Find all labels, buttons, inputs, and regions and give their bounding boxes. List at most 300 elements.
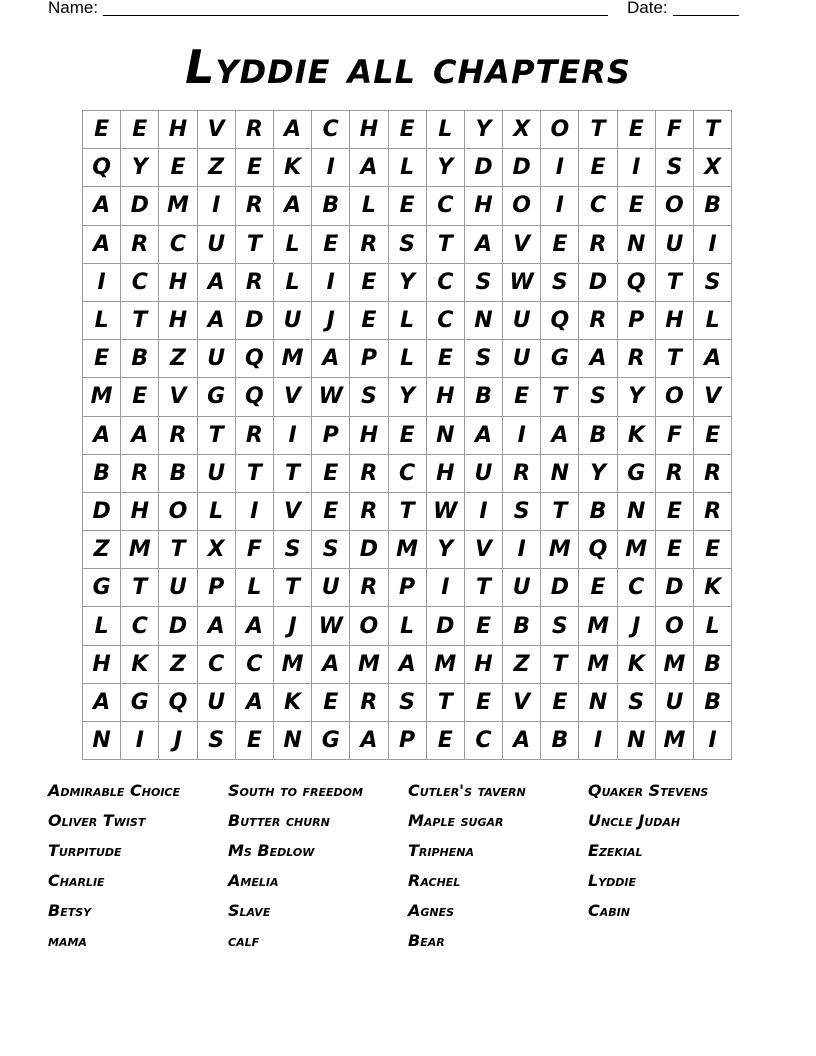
grid-cell: C — [618, 569, 656, 607]
grid-cell: Z — [159, 646, 197, 684]
grid-cell: R — [618, 340, 656, 378]
grid-cell: V — [274, 378, 312, 416]
grid-cell: T — [198, 417, 236, 455]
grid-cell: A — [83, 226, 121, 264]
word-list-item: Quaker Stevens — [588, 781, 709, 800]
grid-cell: T — [579, 111, 617, 149]
grid-cell: T — [656, 340, 694, 378]
grid-cell: Q — [236, 340, 274, 378]
grid-cell: S — [465, 340, 503, 378]
grid-cell: D — [236, 302, 274, 340]
grid-cell: A — [350, 149, 388, 187]
grid-cell: A — [198, 302, 236, 340]
grid-cell: X — [198, 531, 236, 569]
grid-cell: A — [465, 417, 503, 455]
grid-cell: R — [236, 187, 274, 225]
grid-cell: K — [618, 417, 656, 455]
grid-cell: S — [541, 607, 579, 645]
grid-cell: E — [656, 493, 694, 531]
date-line — [673, 15, 739, 16]
grid-cell: E — [389, 187, 427, 225]
grid-cell: A — [83, 417, 121, 455]
grid-cell: A — [503, 722, 541, 760]
grid-cell: B — [694, 684, 732, 722]
grid-cell: R — [656, 455, 694, 493]
grid-cell: H — [83, 646, 121, 684]
grid-cell: A — [83, 684, 121, 722]
word-list-item: Turpitude — [48, 841, 122, 860]
grid-cell: T — [236, 455, 274, 493]
grid-cell: E — [579, 149, 617, 187]
grid-cell: K — [274, 684, 312, 722]
grid-cell: T — [121, 569, 159, 607]
grid-cell: O — [159, 493, 197, 531]
grid-cell: I — [541, 149, 579, 187]
word-list-item: mama — [48, 931, 87, 950]
grid-cell: T — [694, 111, 732, 149]
grid-cell: R — [579, 302, 617, 340]
grid-cell: A — [465, 226, 503, 264]
grid-cell: T — [389, 493, 427, 531]
grid-cell: S — [579, 378, 617, 416]
grid-cell: N — [427, 417, 465, 455]
grid-cell: P — [312, 417, 350, 455]
grid-cell: K — [694, 569, 732, 607]
grid-cell: T — [274, 569, 312, 607]
grid-cell: A — [121, 417, 159, 455]
word-list-item: Triphena — [408, 841, 474, 860]
grid-cell: V — [503, 684, 541, 722]
grid-cell: S — [312, 531, 350, 569]
grid-cell: L — [389, 607, 427, 645]
grid-cell: L — [274, 264, 312, 302]
grid-cell: D — [350, 531, 388, 569]
grid-cell: R — [350, 569, 388, 607]
grid-cell: H — [427, 378, 465, 416]
grid-cell: Y — [389, 264, 427, 302]
grid-cell: L — [236, 569, 274, 607]
grid-cell: N — [83, 722, 121, 760]
grid-cell: O — [656, 607, 694, 645]
grid-cell: P — [389, 569, 427, 607]
grid-cell: R — [350, 684, 388, 722]
grid-cell: G — [541, 340, 579, 378]
grid-cell: R — [159, 417, 197, 455]
grid-cell: D — [541, 569, 579, 607]
grid-cell: P — [389, 722, 427, 760]
grid-cell: M — [159, 187, 197, 225]
grid-cell: S — [274, 531, 312, 569]
grid-cell: B — [159, 455, 197, 493]
grid-cell: E — [236, 722, 274, 760]
grid-cell: E — [656, 531, 694, 569]
grid-cell: M — [274, 646, 312, 684]
grid-cell: D — [83, 493, 121, 531]
grid-cell: R — [503, 455, 541, 493]
word-list-item: Betsy — [48, 901, 92, 920]
grid-cell: C — [312, 111, 350, 149]
grid-cell: Y — [618, 378, 656, 416]
grid-cell: T — [465, 569, 503, 607]
grid-cell: Q — [236, 378, 274, 416]
grid-cell: I — [503, 417, 541, 455]
grid-cell: E — [389, 111, 427, 149]
grid-cell: Z — [159, 340, 197, 378]
grid-cell: L — [694, 302, 732, 340]
grid-cell: I — [503, 531, 541, 569]
grid-cell: C — [121, 607, 159, 645]
grid-cell: E — [694, 417, 732, 455]
grid-cell: S — [389, 226, 427, 264]
grid-cell: I — [541, 187, 579, 225]
word-list-item: Cabin — [588, 901, 630, 920]
grid-cell: N — [274, 722, 312, 760]
grid-cell: W — [503, 264, 541, 302]
grid-cell: O — [503, 187, 541, 225]
grid-cell: Y — [389, 378, 427, 416]
grid-cell: R — [694, 493, 732, 531]
grid-cell: D — [503, 149, 541, 187]
grid-cell: T — [121, 302, 159, 340]
grid-cell: M — [389, 531, 427, 569]
grid-cell: M — [656, 646, 694, 684]
grid-cell: I — [83, 264, 121, 302]
grid-cell: A — [198, 264, 236, 302]
grid-cell: H — [427, 455, 465, 493]
grid-cell: Y — [427, 149, 465, 187]
grid-cell: E — [350, 264, 388, 302]
grid-cell: E — [121, 111, 159, 149]
grid-cell: X — [503, 111, 541, 149]
grid-cell: I — [694, 722, 732, 760]
grid-cell: S — [465, 264, 503, 302]
grid-cell: F — [236, 531, 274, 569]
grid-cell: D — [579, 264, 617, 302]
grid-cell: I — [694, 226, 732, 264]
grid-cell: H — [350, 111, 388, 149]
grid-cell: C — [579, 187, 617, 225]
grid-cell: D — [159, 607, 197, 645]
grid-cell: B — [83, 455, 121, 493]
grid-cell: U — [503, 340, 541, 378]
grid-cell: I — [236, 493, 274, 531]
grid-cell: E — [618, 187, 656, 225]
grid-cell: N — [579, 684, 617, 722]
grid-cell: M — [579, 607, 617, 645]
grid-cell: T — [541, 493, 579, 531]
grid-cell: C — [427, 187, 465, 225]
grid-cell: G — [312, 722, 350, 760]
grid-cell: M — [83, 378, 121, 416]
grid-cell: X — [694, 149, 732, 187]
grid-cell: A — [274, 111, 312, 149]
grid-cell: I — [465, 493, 503, 531]
word-list — [48, 780, 768, 960]
grid-cell: V — [465, 531, 503, 569]
grid-cell: O — [656, 187, 694, 225]
grid-cell: D — [121, 187, 159, 225]
grid-cell: J — [618, 607, 656, 645]
grid-cell: H — [159, 302, 197, 340]
grid-cell: U — [503, 302, 541, 340]
name-label: Name: — [48, 0, 99, 17]
grid-cell: A — [83, 187, 121, 225]
grid-cell: C — [465, 722, 503, 760]
grid-cell: E — [350, 302, 388, 340]
grid-cell: D — [465, 149, 503, 187]
grid-cell: S — [389, 684, 427, 722]
grid-cell: M — [656, 722, 694, 760]
grid-cell: B — [121, 340, 159, 378]
grid-cell: E — [389, 417, 427, 455]
grid-cell: K — [618, 646, 656, 684]
grid-cell: B — [579, 417, 617, 455]
grid-cell: Y — [427, 531, 465, 569]
grid-cell: D — [427, 607, 465, 645]
grid-cell: N — [541, 455, 579, 493]
grid-cell: A — [389, 646, 427, 684]
grid-cell: R — [694, 455, 732, 493]
grid-cell: T — [541, 646, 579, 684]
grid-cell: C — [121, 264, 159, 302]
grid-cell: T — [541, 378, 579, 416]
grid-cell: B — [694, 187, 732, 225]
grid-cell: C — [236, 646, 274, 684]
grid-cell: O — [656, 378, 694, 416]
grid-cell: L — [83, 302, 121, 340]
grid-cell: E — [159, 149, 197, 187]
letter-grid — [82, 110, 732, 760]
grid-cell: T — [427, 226, 465, 264]
grid-cell: L — [350, 187, 388, 225]
grid-cell: F — [656, 111, 694, 149]
grid-cell: M — [618, 531, 656, 569]
grid-cell: G — [618, 455, 656, 493]
word-list-item: Agnes — [408, 901, 455, 920]
grid-cell: B — [312, 187, 350, 225]
grid-cell: H — [465, 646, 503, 684]
grid-cell: E — [83, 111, 121, 149]
grid-cell: E — [236, 149, 274, 187]
grid-cell: U — [198, 340, 236, 378]
grid-cell: B — [579, 493, 617, 531]
grid-cell: M — [274, 340, 312, 378]
grid-cell: A — [236, 607, 274, 645]
grid-cell: A — [541, 417, 579, 455]
grid-cell: J — [274, 607, 312, 645]
grid-cell: S — [694, 264, 732, 302]
grid-cell: C — [427, 264, 465, 302]
grid-cell: S — [503, 493, 541, 531]
grid-cell: G — [198, 378, 236, 416]
grid-cell: P — [618, 302, 656, 340]
grid-cell: E — [579, 569, 617, 607]
grid-cell: L — [198, 493, 236, 531]
grid-cell: H — [465, 187, 503, 225]
grid-cell: V — [694, 378, 732, 416]
name-line — [103, 15, 608, 16]
grid-cell: Y — [465, 111, 503, 149]
grid-cell: C — [198, 646, 236, 684]
grid-cell: E — [312, 226, 350, 264]
grid-cell: F — [656, 417, 694, 455]
word-list-item: Cutler's tavern — [408, 781, 526, 800]
grid-cell: T — [274, 455, 312, 493]
grid-cell: M — [121, 531, 159, 569]
grid-cell: C — [389, 455, 427, 493]
grid-cell: Y — [579, 455, 617, 493]
grid-cell: N — [618, 493, 656, 531]
grid-cell: R — [236, 111, 274, 149]
grid-cell: S — [350, 378, 388, 416]
grid-cell: P — [350, 340, 388, 378]
word-list-item: Ezekial — [588, 841, 643, 860]
grid-cell: N — [618, 226, 656, 264]
grid-cell: U — [312, 569, 350, 607]
grid-cell: W — [312, 378, 350, 416]
word-list-item: Uncle Judah — [588, 811, 681, 830]
word-list-item: Ms Bedlow — [228, 841, 315, 860]
grid-cell: H — [159, 111, 197, 149]
grid-cell: U — [198, 455, 236, 493]
grid-cell: E — [312, 493, 350, 531]
word-list-item: Oliver Twist — [48, 811, 146, 830]
grid-cell: V — [503, 226, 541, 264]
grid-cell: Q — [159, 684, 197, 722]
grid-cell: E — [541, 226, 579, 264]
grid-cell: N — [618, 722, 656, 760]
grid-cell: A — [312, 340, 350, 378]
word-list-item: Bear — [408, 931, 445, 950]
grid-cell: C — [427, 302, 465, 340]
grid-cell: I — [121, 722, 159, 760]
grid-cell: B — [694, 646, 732, 684]
grid-cell: M — [541, 531, 579, 569]
grid-cell: T — [159, 531, 197, 569]
grid-cell: U — [198, 226, 236, 264]
grid-cell: I — [618, 149, 656, 187]
grid-cell: B — [503, 607, 541, 645]
grid-cell: U — [503, 569, 541, 607]
grid-cell: L — [389, 149, 427, 187]
grid-cell: G — [83, 569, 121, 607]
grid-cell: J — [312, 302, 350, 340]
grid-cell: D — [656, 569, 694, 607]
grid-cell: R — [236, 417, 274, 455]
grid-cell: E — [427, 722, 465, 760]
word-list-item: Lyddie — [588, 871, 637, 890]
grid-cell: H — [121, 493, 159, 531]
grid-cell: L — [274, 226, 312, 264]
grid-cell: A — [579, 340, 617, 378]
grid-cell: T — [656, 264, 694, 302]
grid-cell: E — [465, 607, 503, 645]
grid-cell: E — [312, 684, 350, 722]
grid-cell: A — [694, 340, 732, 378]
grid-cell: Q — [541, 302, 579, 340]
grid-cell: U — [274, 302, 312, 340]
grid-cell: O — [350, 607, 388, 645]
word-list-item: Admirable Choice — [48, 781, 180, 800]
grid-cell: O — [541, 111, 579, 149]
grid-cell: I — [427, 569, 465, 607]
grid-cell: I — [312, 149, 350, 187]
page-title: Lyddie all chapters — [185, 40, 631, 94]
grid-cell: A — [236, 684, 274, 722]
grid-cell: R — [350, 226, 388, 264]
word-list-item: South to freedom — [228, 781, 363, 800]
grid-cell: A — [312, 646, 350, 684]
grid-cell: U — [159, 569, 197, 607]
grid-cell: L — [694, 607, 732, 645]
word-list-item: Maple sugar — [408, 811, 504, 830]
grid-cell: I — [312, 264, 350, 302]
grid-cell: E — [618, 111, 656, 149]
grid-cell: S — [541, 264, 579, 302]
grid-cell: A — [274, 187, 312, 225]
grid-cell: Q — [579, 531, 617, 569]
grid-cell: T — [236, 226, 274, 264]
grid-cell: S — [618, 684, 656, 722]
grid-cell: A — [198, 607, 236, 645]
grid-cell: C — [159, 226, 197, 264]
grid-cell: Z — [503, 646, 541, 684]
word-list-item: Amelia — [228, 871, 279, 890]
grid-cell: B — [465, 378, 503, 416]
grid-cell: Z — [83, 531, 121, 569]
grid-cell: K — [121, 646, 159, 684]
grid-cell: K — [274, 149, 312, 187]
word-list-item: Rachel — [408, 871, 461, 890]
grid-cell: Y — [121, 149, 159, 187]
grid-cell: H — [350, 417, 388, 455]
grid-cell: H — [656, 302, 694, 340]
grid-cell: W — [427, 493, 465, 531]
grid-cell: E — [312, 455, 350, 493]
word-list-item: Butter churn — [228, 811, 330, 830]
grid-cell: M — [427, 646, 465, 684]
grid-cell: J — [159, 722, 197, 760]
date-label: Date: — [627, 0, 668, 17]
grid-cell: U — [465, 455, 503, 493]
grid-cell: E — [541, 684, 579, 722]
grid-cell: R — [350, 455, 388, 493]
grid-cell: E — [465, 684, 503, 722]
grid-cell: U — [198, 684, 236, 722]
grid-cell: G — [121, 684, 159, 722]
grid-cell: R — [121, 455, 159, 493]
grid-cell: E — [427, 340, 465, 378]
grid-cell: V — [198, 111, 236, 149]
grid-cell: R — [350, 493, 388, 531]
grid-cell: V — [274, 493, 312, 531]
grid-cell: M — [579, 646, 617, 684]
grid-cell: T — [427, 684, 465, 722]
grid-cell: H — [159, 264, 197, 302]
grid-cell: E — [503, 378, 541, 416]
grid-cell: E — [83, 340, 121, 378]
grid-cell: A — [350, 722, 388, 760]
grid-cell: M — [350, 646, 388, 684]
grid-cell: U — [656, 226, 694, 264]
word-list-item: Slave — [228, 901, 271, 920]
grid-cell: U — [656, 684, 694, 722]
grid-cell: L — [83, 607, 121, 645]
grid-cell: Q — [83, 149, 121, 187]
word-list-item: Charlie — [48, 871, 105, 890]
grid-cell: N — [465, 302, 503, 340]
grid-cell: L — [427, 111, 465, 149]
